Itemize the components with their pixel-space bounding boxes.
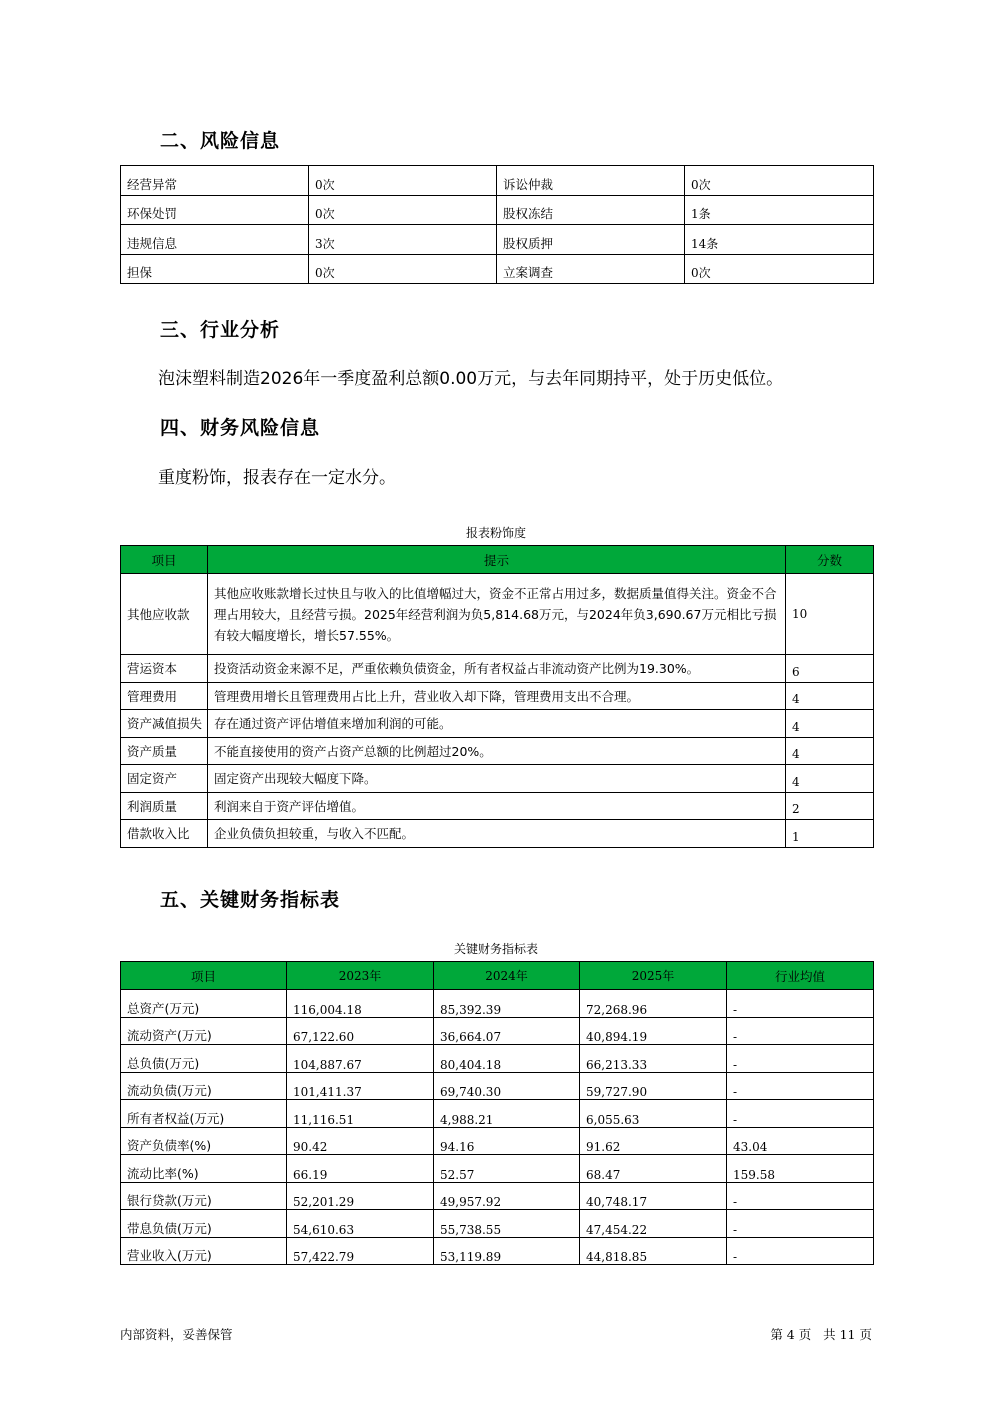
risk-label-cell: 股权质押 — [497, 225, 685, 255]
embellish-score-cell: 10 — [786, 574, 874, 655]
embellish-item-cell: 管理费用 — [121, 682, 208, 710]
footer-page-number: 第 4 页 共 11 页 — [770, 1327, 872, 1342]
kpi-header-cell: 2025年 — [580, 962, 727, 990]
kpi-label-cell: 资产负债率(%) — [121, 1127, 287, 1155]
kpi-label-cell: 带息负债(万元) — [121, 1210, 287, 1238]
table-row — [121, 737, 874, 765]
embellish-item-cell: 利润质量 — [121, 792, 208, 820]
kpi-value-cell: 66,213.33 — [580, 1045, 727, 1073]
embellish-hint-cell: 管理费用增长且管理费用占比上升，营业收入却下降，管理费用支出不合理。 — [208, 682, 786, 710]
kpi-header-cell: 行业均值 — [727, 962, 874, 990]
table-row — [121, 990, 874, 1018]
kpi-value-cell: 44,818.85 — [580, 1237, 727, 1265]
table-row — [121, 765, 874, 793]
embellish-score-cell: 4 — [786, 737, 874, 765]
kpi-value-cell: 69,740.30 — [434, 1072, 580, 1100]
embellish-item-cell: 固定资产 — [121, 765, 208, 793]
table-row — [121, 1017, 874, 1045]
table-row — [121, 195, 874, 225]
table-row — [121, 1182, 874, 1210]
kpi-value-cell: 49,957.92 — [434, 1182, 580, 1210]
kpi-value-cell: - — [727, 1237, 874, 1265]
table-row — [121, 1155, 874, 1183]
embellish-hint-cell: 利润来自于资产评估增值。 — [208, 792, 786, 820]
kpi-value-cell: 53,119.89 — [434, 1237, 580, 1265]
footer-confidential: 内部资料，妥善保管 — [120, 1327, 233, 1342]
kpi-value-cell: 159.58 — [727, 1155, 874, 1183]
industry-paragraph: 泡沫塑料制造2026年一季度盈利总额0.00万元，与去年同期持平，处于历史低位。 — [158, 369, 784, 389]
risk-value-cell: 14条 — [685, 225, 874, 255]
kpi-value-cell: 52,201.29 — [287, 1182, 434, 1210]
kpi-label-cell: 所有者权益(万元) — [121, 1100, 287, 1128]
kpi-value-cell: 94.16 — [434, 1127, 580, 1155]
kpi-label-cell: 流动负债(万元) — [121, 1072, 287, 1100]
table-row — [121, 166, 874, 196]
kpi-value-cell: 6,055.63 — [580, 1100, 727, 1128]
embellish-item-cell: 其他应收款 — [121, 574, 208, 655]
kpi-value-cell: 116,004.18 — [287, 990, 434, 1018]
risk-label-cell: 诉讼仲裁 — [497, 166, 685, 196]
section-title-industry: 三、行业分析 — [160, 319, 281, 341]
section-title-financial-risk: 四、财务风险信息 — [160, 417, 321, 439]
kpi-label-cell: 流动比率(%) — [121, 1155, 287, 1183]
table-row — [121, 254, 874, 284]
kpi-value-cell: 11,116.51 — [287, 1100, 434, 1128]
table-row — [121, 710, 874, 738]
embellish-hint-cell: 存在通过资产评估增值来增加利润的可能。 — [208, 710, 786, 738]
kpi-label-cell: 流动资产(万元) — [121, 1017, 287, 1045]
risk-value-cell: 1条 — [685, 195, 874, 225]
table-row — [121, 792, 874, 820]
kpi-value-cell: 59,727.90 — [580, 1072, 727, 1100]
embellish-score-cell: 2 — [786, 792, 874, 820]
risk-value-cell: 3次 — [309, 225, 497, 255]
risk-value-cell: 0次 — [309, 195, 497, 225]
kpi-value-cell: 55,738.55 — [434, 1210, 580, 1238]
kpi-header-cell: 2024年 — [434, 962, 580, 990]
risk-value-cell: 0次 — [309, 166, 497, 196]
table-row — [121, 820, 874, 848]
embellish-item-cell: 资产减值损失 — [121, 710, 208, 738]
table-row — [121, 1100, 874, 1128]
kpi-value-cell: 72,268.96 — [580, 990, 727, 1018]
kpi-value-cell: 40,894.19 — [580, 1017, 727, 1045]
table-row — [121, 655, 874, 683]
embellish-item-cell: 营运资本 — [121, 655, 208, 683]
kpi-value-cell: 91.62 — [580, 1127, 727, 1155]
kpi-label-cell: 营业收入(万元) — [121, 1237, 287, 1265]
section-title-risk: 二、风险信息 — [160, 130, 281, 152]
kpi-value-cell: 90.42 — [287, 1127, 434, 1155]
kpi-value-cell: 43.04 — [727, 1127, 874, 1155]
kpi-value-cell: - — [727, 990, 874, 1018]
header-item: 项目 — [121, 546, 208, 574]
embellish-score-cell: 1 — [786, 820, 874, 848]
risk-label-cell: 股权冻结 — [497, 195, 685, 225]
risk-label-cell: 违规信息 — [121, 225, 309, 255]
kpi-value-cell: 57,422.79 — [287, 1237, 434, 1265]
kpi-value-cell: 68.47 — [580, 1155, 727, 1183]
kpi-caption: 关键财务指标表 — [453, 942, 538, 956]
risk-label-cell: 环保处罚 — [121, 195, 309, 225]
kpi-value-cell: - — [727, 1100, 874, 1128]
risk-label-cell: 担保 — [121, 254, 309, 284]
table-row — [121, 1210, 874, 1238]
embellish-item-cell: 借款收入比 — [121, 820, 208, 848]
risk-label-cell: 立案调查 — [497, 254, 685, 284]
kpi-value-cell: 104,887.67 — [287, 1045, 434, 1073]
embellish-hint-cell: 不能直接使用的资产占资产总额的比例超过20%。 — [208, 737, 786, 765]
header-hint: 提示 — [208, 546, 786, 574]
embellish-hint-cell: 其他应收账款增长过快且与收入的比值增幅过大，资金不正常占用过多，数据质量值得关注。资金不合理占用较大，且经营亏损。2025年经营利润为负5,814.68万元，与2024年负3,690.67万元相比亏损有较大幅度增长，增长57.55%。 — [208, 574, 786, 655]
table-row — [121, 1072, 874, 1100]
table-row — [121, 1237, 874, 1265]
table-row — [121, 1127, 874, 1155]
kpi-value-cell: 54,610.63 — [287, 1210, 434, 1238]
embellish-hint-cell: 企业负债负担较重，与收入不匹配。 — [208, 820, 786, 848]
table-row — [121, 574, 874, 655]
risk-value-cell: 0次 — [309, 254, 497, 284]
risk-label-cell: 经营异常 — [121, 166, 309, 196]
embellish-score-cell: 4 — [786, 765, 874, 793]
kpi-label-cell: 总负债(万元) — [121, 1045, 287, 1073]
kpi-value-cell: 4,988.21 — [434, 1100, 580, 1128]
kpi-value-cell: 101,411.37 — [287, 1072, 434, 1100]
kpi-header-cell: 2023年 — [287, 962, 434, 990]
kpi-value-cell: 47,454.22 — [580, 1210, 727, 1238]
kpi-table — [120, 961, 874, 1265]
risk-value-cell: 0次 — [685, 166, 874, 196]
embellish-item-cell: 资产质量 — [121, 737, 208, 765]
table-row — [121, 225, 874, 255]
kpi-value-cell: 66.19 — [287, 1155, 434, 1183]
kpi-value-cell: 67,122.60 — [287, 1017, 434, 1045]
header-score: 分数 — [786, 546, 874, 574]
embellish-score-cell: 4 — [786, 682, 874, 710]
kpi-value-cell: - — [727, 1210, 874, 1238]
kpi-label-cell: 银行贷款(万元) — [121, 1182, 287, 1210]
kpi-value-cell: 36,664.07 — [434, 1017, 580, 1045]
kpi-value-cell: 85,392.39 — [434, 990, 580, 1018]
kpi-value-cell: 52.57 — [434, 1155, 580, 1183]
kpi-value-cell: - — [727, 1072, 874, 1100]
embellish-hint-cell: 投资活动资金来源不足，严重依赖负债资金，所有者权益占非流动资产比例为19.30%。 — [208, 655, 786, 683]
risk-value-cell: 0次 — [685, 254, 874, 284]
embellish-hint-cell: 固定资产出现较大幅度下降。 — [208, 765, 786, 793]
embellishment-caption: 报表粉饰度 — [465, 526, 526, 540]
kpi-value-cell: 80,404.18 — [434, 1045, 580, 1073]
kpi-header-cell: 项目 — [121, 962, 287, 990]
financial-risk-paragraph: 重度粉饰，报表存在一定水分。 — [158, 468, 396, 488]
kpi-value-cell: - — [727, 1045, 874, 1073]
embellish-score-cell: 6 — [786, 655, 874, 683]
section-title-kpi: 五、关键财务指标表 — [160, 889, 341, 911]
embellishment-table — [120, 545, 874, 848]
kpi-value-cell: - — [727, 1017, 874, 1045]
embellish-score-cell: 4 — [786, 710, 874, 738]
risk-table — [120, 165, 874, 284]
kpi-value-cell: - — [727, 1182, 874, 1210]
kpi-value-cell: 40,748.17 — [580, 1182, 727, 1210]
kpi-label-cell: 总资产(万元) — [121, 990, 287, 1018]
table-row — [121, 682, 874, 710]
table-row — [121, 1045, 874, 1073]
